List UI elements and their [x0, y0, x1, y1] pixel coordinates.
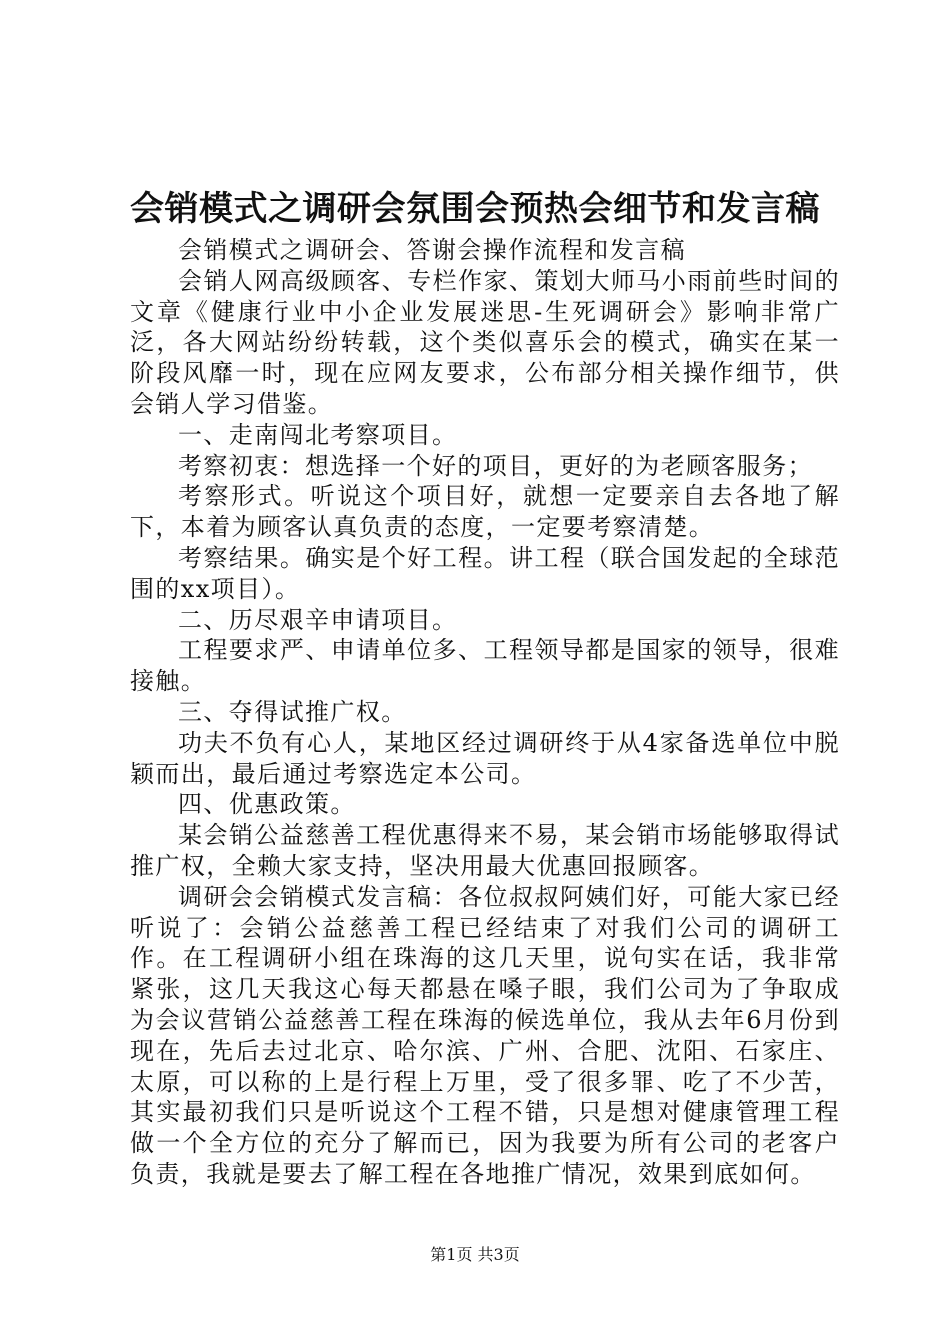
- page-footer: 第1页 共3页: [430, 1245, 520, 1264]
- body-paragraph: 考察结果。确实是个好工程。讲工程（联合国发起的全球范围的xx项目）。: [130, 543, 840, 603]
- section-heading-2: 二、历尽艰辛申请项目。: [178, 605, 458, 634]
- speech-paragraph: 调研会会销模式发言稿：各位叔叔阿姨们好，可能大家已经听说了：会销公益慈善工程已经结束了对我们公司的调研工作。在工程调研小组在珠海的这几天里，说句实在话，我非常紧张，这几天我这心每天都悬在嗓子眼，我们公司为了争取成为会议营销公益慈善工程在珠海的候选单位，我从去年6月份到现在，先后去过北京、哈尔滨、广州、合肥、沈阳、石家庄、太原，可以称的上是行程上万里，受了很多罪、吃了不少苦，其实最初我们只是听说这个工程不错，只是想对健康管理工程做一个全方位的充分了解而已，因为我要为所有公司的老客户负责，我就是要去了解工程在各地推广情况，效果到底如何。: [130, 882, 840, 1188]
- body-paragraph: 考察初衷：想选择一个好的项目，更好的为老顾客服务；: [178, 451, 813, 480]
- section-heading-3: 三、夺得试推广权。: [178, 697, 407, 726]
- section-heading-4: 四、优惠政策。: [178, 790, 356, 819]
- body-paragraph: 考察形式。听说这个项目好，就想一定要亲自去各地了解下，本着为顾客认真负责的态度，一定要考察清楚。: [130, 482, 840, 542]
- body-paragraph: 工程要求严、申请单位多、工程领导都是国家的领导，很难接触。: [130, 636, 840, 696]
- body-paragraph: 某会销公益慈善工程优惠得来不易，某会销市场能够取得试推广权，全赖大家支持，坚决用最大优惠回报顾客。: [130, 821, 840, 880]
- document-body: [130, 235, 840, 1190]
- body-paragraph: 功夫不负有心人，某地区经过调研终于从4家备选单位中脱颖而出，最后通过考察选定本公司。: [130, 728, 840, 788]
- document-title: 会销模式之调研会氛围会预热会细节和发言稿: [130, 189, 820, 229]
- section-heading-1: 一、走南闯北考察项目。: [178, 420, 458, 449]
- intro-paragraph: 会销人网高级顾客、专栏作家、策划大师马小雨前些时间的文章《健康行业中小企业发展迷思-生死调研会》影响非常广泛，各大网站纷纷转载，这个类似喜乐会的模式，确实在某一阶段风靡一时，现在应网友要求，公布部分相关操作细节，供会销人学习借鉴。: [130, 266, 840, 418]
- subtitle-paragraph: 会销模式之调研会、答谢会操作流程和发言稿: [178, 236, 686, 264]
